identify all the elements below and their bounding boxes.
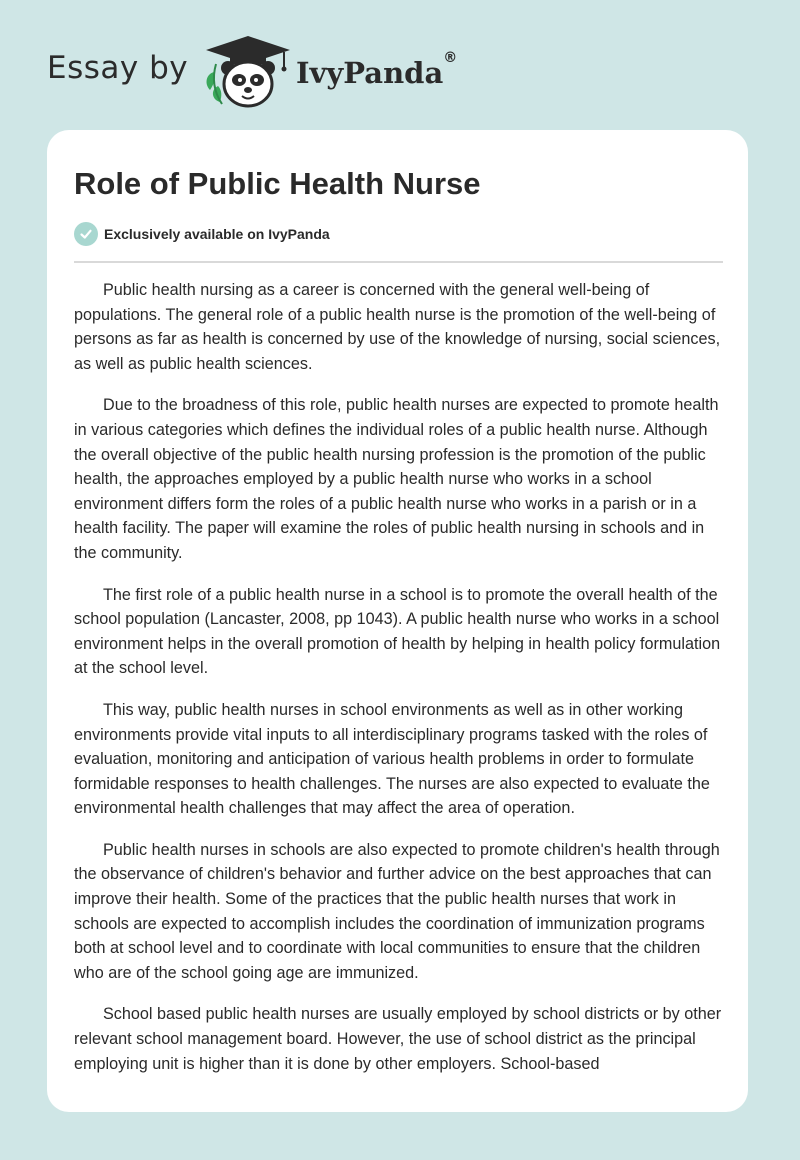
- brand-text: IvyPanda: [296, 56, 444, 90]
- exclusive-label: Exclusively available on IvyPanda: [104, 226, 330, 242]
- article-title: Role of Public Health Nurse: [74, 166, 481, 201]
- article-card: [47, 130, 748, 1112]
- paragraph: This way, public health nurses in school environments as well as in other working environments provide vital inputs to all interdisciplinary programs tasked with the roles of evaluation, monitoring and anticipation of various health problems in order to formulate formidable responses to health challenges. The nurses are also expected to evaluate the environmental health challenges that may affect the area of operation.: [74, 700, 710, 818]
- title-divider: [74, 261, 723, 263]
- registered-mark: ®: [443, 50, 458, 66]
- site-header: [0, 0, 800, 130]
- paragraph: Public health nursing as a career is concerned with the general well-being of populations. The general role of a public health nurse is the promotion of the well-being of persons as far as health is concerned by use of the knowledge of nursing, social sciences, as well as public health sciences.: [74, 281, 721, 373]
- article-body: [74, 278, 724, 1093]
- essay-by-label: Essay by: [47, 50, 189, 86]
- exclusive-badge: [74, 221, 330, 247]
- check-icon: [74, 222, 98, 246]
- panda-graduate-logo-icon[interactable]: [200, 34, 296, 108]
- paragraph: Due to the broadness of this role, public health nurses are expected to promote health in various categories which defines the individual roles of a public health nurse. Although the overall objective of the public health nursing profession is the promotion of the public health, the approaches employed by a public health nurse who works in a school environment differs form the roles of a public health nurse who works in a parish or in a health facility. The paper will examine the roles of public health nursing in schools and in the community.: [74, 396, 719, 562]
- paragraph: The first role of a public health nurse in a school is to promote the overall health of the school population (Lancaster, 2008, pp 1043). A public health nurse who works in a school environment helps in the overall promotion of health by helping in health policy formulation at the school level.: [74, 585, 721, 678]
- brand-name[interactable]: [296, 50, 458, 90]
- paragraph: School based public health nurses are usually employed by school districts or by other relevant school management board. However, the use of school district as the principal employing unit is higher than it is done by other employers. School-based: [74, 1005, 722, 1073]
- paragraph: Public health nurses in schools are also expected to promote children's health through the observance of children's behavior and further advice on the best approaches that can improve their health. Some of the practices that the public health nurses that work in schools are expected to accomplish includes the coordination of immunization programs both at school level and to coordinate with local communities to ensure that the children who are of the school going age are immunized.: [74, 840, 720, 982]
